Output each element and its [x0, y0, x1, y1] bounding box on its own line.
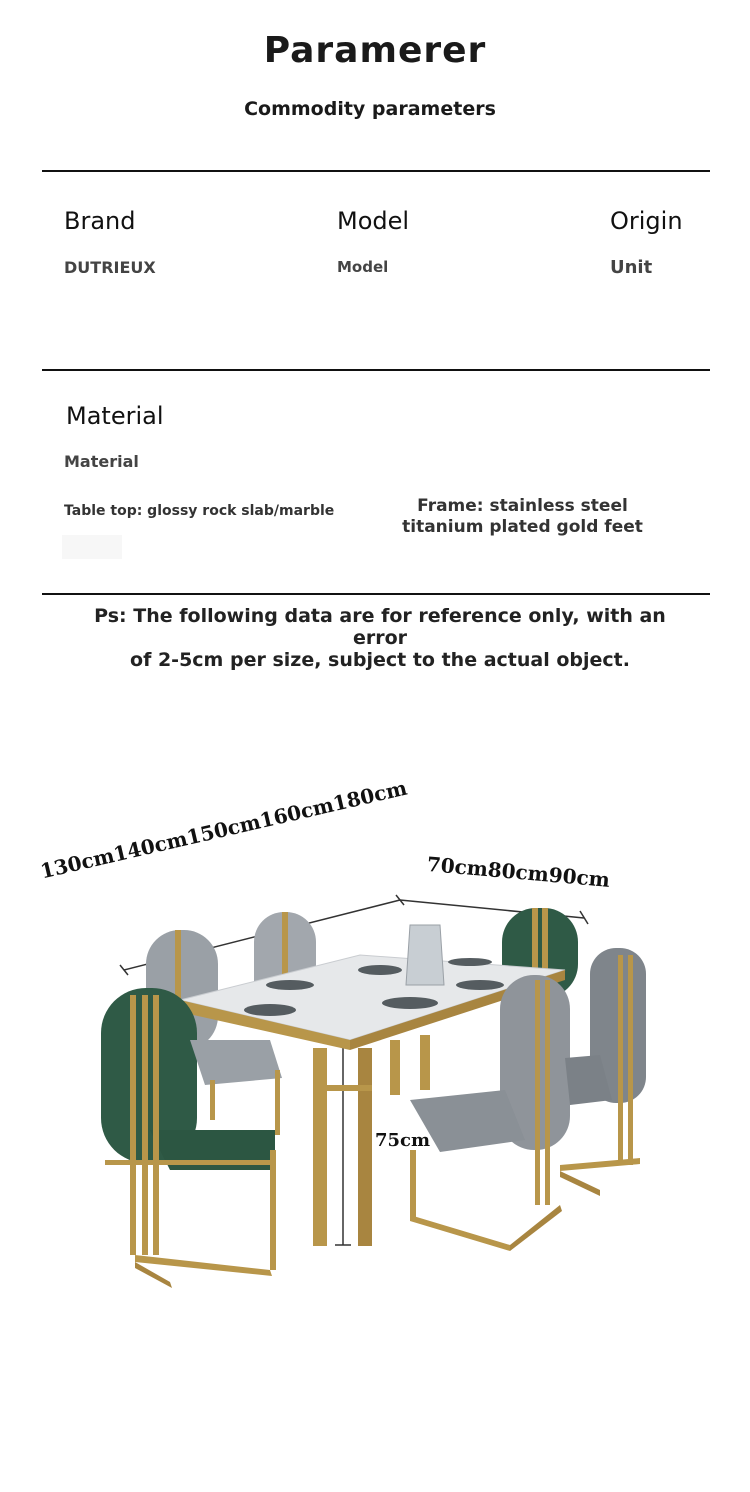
frame-text-line2: titanium plated gold feet — [402, 517, 643, 537]
brand-label: Brand — [64, 207, 136, 235]
page-subtitle: Commodity parameters — [244, 98, 496, 120]
chair-front-left-green — [101, 988, 276, 1288]
table-top-text: Table top: glossy rock slab/marble — [64, 503, 335, 519]
page-title: Paramerer — [263, 30, 487, 71]
origin-label: Origin — [610, 207, 683, 235]
height-dimension-line — [335, 1038, 351, 1245]
reference-note-line2: of 2-5cm per size, subject to the actual object. — [130, 649, 630, 671]
frame-text-line1: Frame: stainless steel — [417, 496, 628, 516]
width-dimension-label: 70cm80cm90cm — [425, 852, 611, 892]
origin-value: Unit — [610, 257, 653, 278]
chair-far-right-grey — [560, 948, 646, 1196]
material-value: Material — [64, 452, 139, 471]
length-dimension-label: 130cm140cm150cm160cm180cm — [38, 775, 410, 884]
material-label: Material — [66, 402, 164, 430]
model-value: Model — [337, 258, 389, 276]
reference-note-line1: Ps: The following data are for reference only, with an error — [94, 605, 666, 649]
height-dimension-label: 75cm — [375, 1130, 431, 1151]
brand-value: DUTRIEUX — [64, 258, 156, 277]
chair-left-seat-grey — [190, 1040, 282, 1135]
model-label: Model — [337, 207, 410, 235]
